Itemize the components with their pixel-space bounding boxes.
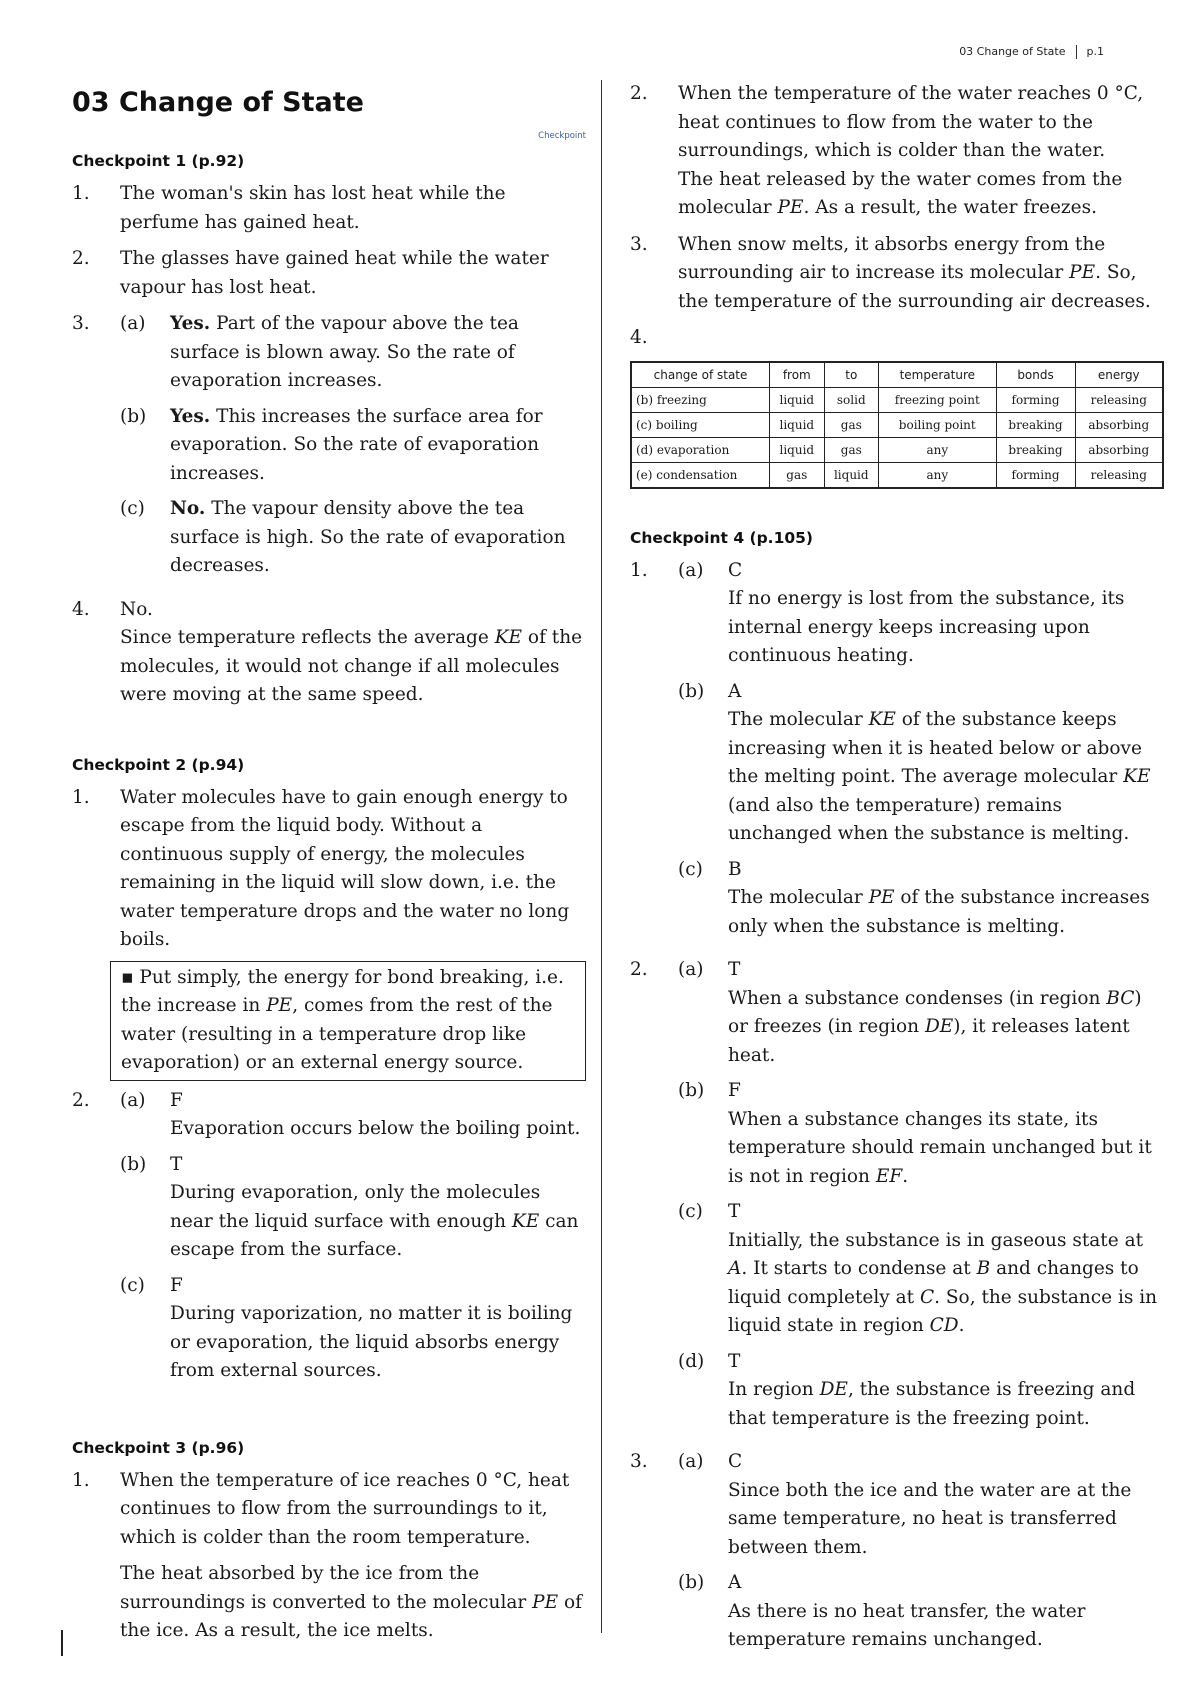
answer-text: During evaporation, only the molecules near the liquid surface with enough KE can escape from the surface. <box>170 1182 579 1260</box>
table-cell: absorbing <box>1075 412 1163 437</box>
cp1-q3-part-c <box>120 495 586 581</box>
header-title: 03 Change of State <box>959 45 1066 58</box>
cp4-q1-part-a <box>678 557 1164 671</box>
cp1-question-1 <box>72 180 586 237</box>
answer-text: The molecular PE of the substance increases only when the substance is melting. <box>728 887 1150 937</box>
part-label: (b) <box>678 680 705 702</box>
answer-key: C <box>728 559 743 581</box>
table-cell: boiling point <box>879 412 997 437</box>
question-number: 2. <box>630 959 648 980</box>
answer-key: B <box>728 858 742 880</box>
table-cell: gas <box>824 437 878 462</box>
answer-key: F <box>170 1089 183 1111</box>
answer-key: No. <box>120 598 153 620</box>
cp1-q3-part-b <box>120 403 586 489</box>
part-label: (c) <box>678 858 703 880</box>
part-label: (a) <box>678 959 704 980</box>
cp4-q3-part-a <box>678 1448 1164 1562</box>
cp4-question-2 <box>630 956 1164 1440</box>
answer-text: The heat absorbed by the ice from the surroundings is converted to the molecular PE of the ice. As a result, the ice melts. <box>120 1563 582 1641</box>
table-row <box>631 387 1163 412</box>
part-label: (b) <box>120 405 147 427</box>
cp4-q1-part-c <box>678 856 1164 942</box>
answer-key: T <box>728 1201 741 1222</box>
answer-text: If no energy is lost from the substance, its internal energy keeps increasing upon continuous heating. <box>728 588 1125 666</box>
part-label: (c) <box>120 1274 145 1296</box>
answer-key: T <box>170 1153 183 1175</box>
cp1-question-2 <box>72 245 586 302</box>
cp2-q2-part-b <box>120 1151 586 1265</box>
running-header <box>959 38 1104 67</box>
question-number: 3. <box>630 233 648 255</box>
header-page-number: p.1 <box>1086 45 1104 58</box>
table-row <box>631 462 1163 488</box>
question-number: 3. <box>72 313 90 334</box>
cp4-q3-part-b <box>678 1569 1164 1655</box>
header-separator <box>1076 45 1077 59</box>
answer-key: T <box>728 959 741 980</box>
table-header: to <box>824 362 878 388</box>
answer-text: In region DE, the substance is freezing and that temperature is the freezing point. <box>728 1379 1136 1429</box>
question-number: 1. <box>72 1469 90 1491</box>
table-cell: forming <box>996 462 1075 488</box>
question-number: 1. <box>72 786 90 808</box>
answer-key: T <box>728 1350 741 1372</box>
table-header: energy <box>1075 362 1163 388</box>
checkpoint-2-heading: Checkpoint 2 (p.94) <box>72 755 245 774</box>
answer-text: When a substance changes its state, its temperature should remain unchanged but it is not in region EF. <box>728 1108 1152 1187</box>
answer-text: Water molecules have to gain enough energy to escape from the liquid body. Without a continuous supply of energy, the molecules remaining in the liquid will slow down, i.e. the water temperature drops and the water no long boils. <box>120 786 570 950</box>
table-cell: breaking <box>996 412 1075 437</box>
answer-text: The glasses have gained heat while the water vapour has lost heat. <box>120 248 549 298</box>
table-cell: freezing point <box>879 387 997 412</box>
cp1-question-3 <box>72 310 586 588</box>
answer-key: Yes. <box>170 405 211 427</box>
answer-key: C <box>728 1451 743 1472</box>
question-number: 4. <box>630 327 648 348</box>
table-header: bonds <box>996 362 1075 388</box>
checkpoint-tag: Checkpoint <box>538 131 586 141</box>
table-cell: liquid <box>770 387 824 412</box>
part-label: (b) <box>678 1080 705 1101</box>
column-divider <box>601 80 602 1633</box>
answer-text: The woman's skin has lost heat while the perfume has gained heat. <box>120 183 506 233</box>
table-cell: liquid <box>824 462 878 488</box>
table-cell: releasing <box>1075 387 1163 412</box>
table-cell: solid <box>824 387 878 412</box>
answer-text: During vaporization, no matter it is boiling or evaporation, the liquid absorbs energy from external sources. <box>170 1303 573 1381</box>
table-cell: gas <box>770 462 824 488</box>
part-label: (d) <box>678 1350 705 1372</box>
question-number: 4. <box>72 598 90 620</box>
answer-text: This increases the surface area for evaporation. So the rate of evaporation increases. <box>170 405 543 484</box>
cp3-question-4 <box>630 324 1164 353</box>
answer-key: A <box>728 680 742 702</box>
answer-text: Initially, the substance is in gaseous state at A. It starts to condense at B and changes to liquid completely at C. So, the substance is in liquid state in region CD. <box>728 1229 1158 1336</box>
left-column <box>72 80 586 1654</box>
answer-text: Evaporation occurs below the boiling point. <box>170 1118 581 1139</box>
table-header: temperature <box>879 362 997 388</box>
question-number: 3. <box>630 1451 648 1472</box>
part-label: (c) <box>678 1201 703 1222</box>
table-cell: absorbing <box>1075 437 1163 462</box>
cp4-q2-part-d <box>678 1348 1164 1434</box>
part-label: (a) <box>678 559 704 581</box>
cp4-q2-part-b <box>678 1077 1164 1191</box>
answer-text: The vapour density above the tea surface is high. So the rate of evaporation decreases. <box>170 498 566 576</box>
cp4-q2-part-c <box>678 1198 1164 1341</box>
cp2-question-2 <box>72 1087 586 1393</box>
cp2-q2-part-c <box>120 1272 586 1386</box>
cp3-question-3 <box>630 231 1164 317</box>
table-header-row <box>631 362 1163 388</box>
cp1-q3-part-a <box>120 310 586 396</box>
answer-text: When the temperature of ice reaches 0 °C, heat continues to flow from the surroundings to it, which is colder than the room temperature. <box>120 1469 570 1548</box>
table-row <box>631 437 1163 462</box>
table-cell: releasing <box>1075 462 1163 488</box>
answer-key: No. <box>170 498 206 519</box>
question-number: 2. <box>72 1089 90 1111</box>
question-number: 1. <box>72 183 90 204</box>
page-title: 03 Change of State <box>72 87 364 118</box>
table-cell: (e) condensation <box>631 462 770 488</box>
cp1-question-4 <box>72 596 586 710</box>
cp3-question-1 <box>72 1467 586 1646</box>
answer-text: As there is no heat transfer, the water temperature remains unchanged. <box>728 1600 1086 1650</box>
table-cell: liquid <box>770 437 824 462</box>
answer-text: Since both the ice and the water are at the same temperature, no heat is transferred between them. <box>728 1479 1132 1558</box>
table-cell: gas <box>824 412 878 437</box>
question-number: 2. <box>630 83 648 104</box>
table-header: change of state <box>631 362 770 388</box>
answer-text: When the temperature of the water reaches 0 °C, heat continues to flow from the water to the surroundings, which is colder than the water. <box>678 83 1144 161</box>
table-cell: breaking <box>996 437 1075 462</box>
answer-text: Since temperature reflects the average KE of the molecules, it would not change if all molecules were moving at the same speed. <box>120 627 583 705</box>
part-label: (a) <box>120 1089 146 1111</box>
answer-key: Yes. <box>170 313 211 334</box>
cp3-question-2 <box>630 80 1164 223</box>
table-cell: (c) boiling <box>631 412 770 437</box>
answer-key: F <box>170 1274 183 1296</box>
table-cell: any <box>879 462 997 488</box>
checkpoint-1-heading: Checkpoint 1 (p.92) <box>72 152 245 170</box>
part-label: (a) <box>678 1451 704 1472</box>
answer-key: A <box>728 1572 742 1593</box>
note-box: ▪ Put simply, the energy for bond breaking, i.e. the increase in PE, comes from the rest of the water (resulting in a temperature drop like evaporation) or an external energy source. <box>110 961 586 1081</box>
table-row <box>631 412 1163 437</box>
checkpoint-4-heading: Checkpoint 4 (p.105) <box>630 528 814 547</box>
answer-key: F <box>728 1080 741 1101</box>
answer-text: When a substance condenses (in region BC) or freezes (in region DE), it releases latent heat. <box>728 987 1142 1066</box>
cp2-question-1 <box>72 784 586 955</box>
answer-text: The heat released by the water comes from the molecular PE. As a result, the water freezes. <box>678 168 1123 218</box>
cp4-question-1 <box>630 557 1164 949</box>
table-header: from <box>770 362 824 388</box>
cp4-q2-part-a <box>678 956 1164 1070</box>
part-label: (c) <box>120 498 145 519</box>
right-column <box>630 80 1164 1670</box>
answer-text: When snow melts, it absorbs energy from the surrounding air to increase its molecular PE. So, the temperature of the surrounding air decreases. <box>678 233 1151 312</box>
answer-text: Part of the vapour above the tea surface is blown away. So the rate of evaporation increases. <box>170 313 519 391</box>
checkpoint-3-heading: Checkpoint 3 (p.96) <box>72 1438 245 1457</box>
cp2-q2-part-a <box>120 1087 586 1144</box>
part-label: (b) <box>678 1572 705 1593</box>
table-cell: (b) freezing <box>631 387 770 412</box>
table-cell: any <box>879 437 997 462</box>
part-label: (a) <box>120 313 146 334</box>
table-cell: forming <box>996 387 1075 412</box>
change-of-state-table <box>630 361 1164 489</box>
table-cell: liquid <box>770 412 824 437</box>
cp4-question-3 <box>630 1448 1164 1662</box>
cp4-q1-part-b <box>678 678 1164 849</box>
part-label: (b) <box>120 1153 147 1175</box>
question-number: 2. <box>72 248 90 269</box>
answer-text: The molecular KE of the substance keeps increasing when it is heated below or above the melting point. The average molecular KE (and also the temperature) remains unchanged when the substance is melting. <box>728 709 1151 844</box>
question-number: 1. <box>630 559 648 581</box>
table-cell: (d) evaporation <box>631 437 770 462</box>
footer-mark <box>61 1630 63 1656</box>
